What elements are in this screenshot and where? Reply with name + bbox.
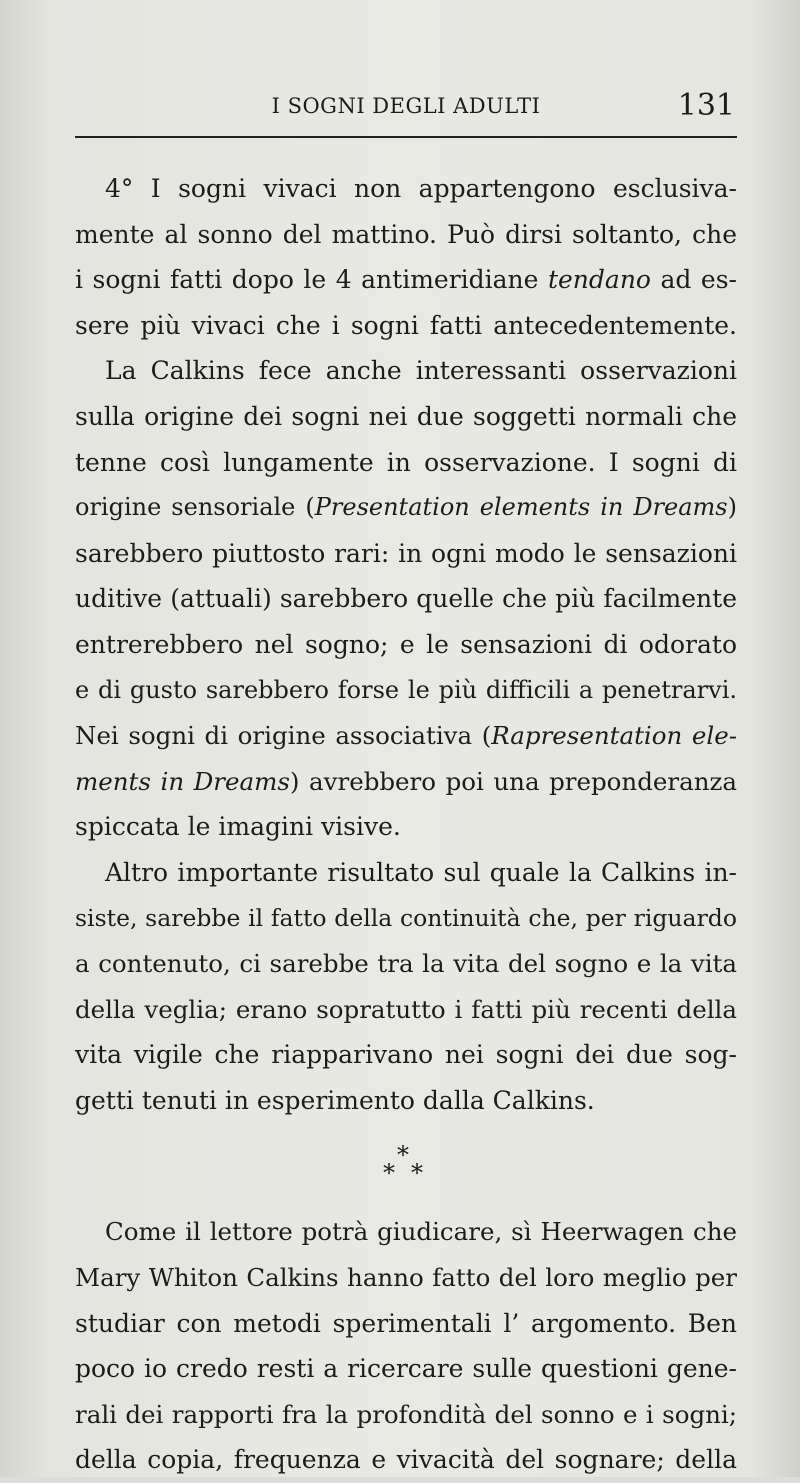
text-line xyxy=(75,257,737,303)
text-line: siste, sarebbe il fatto della continuità che, per riguardo xyxy=(75,903,737,932)
text-line: sulla origine dei sogni nei due soggetti normali che xyxy=(75,401,737,431)
text-run: Nei sogni di origine associativa ( xyxy=(75,721,492,751)
body-text xyxy=(75,166,737,1483)
asterism-star: * xyxy=(397,1141,409,1170)
page-number: 131 xyxy=(677,88,735,123)
text-line: della veglia; erano sopratutto i fatti più recenti della xyxy=(75,994,737,1024)
text-line: sere più vivaci che i sogni fatti antecedentemente. xyxy=(75,310,737,340)
text-line xyxy=(75,485,737,531)
text-line: rali dei rapporti fra la profondità del sonno e i sogni; xyxy=(75,1399,737,1429)
text-run: ) avrebbero poi una preponderanza xyxy=(289,766,738,796)
text-line xyxy=(75,713,737,759)
text-line: mente al sonno del mattino. Può dirsi soltanto, che xyxy=(75,219,737,249)
running-title: I SOGNI DEGLI ADULTI xyxy=(271,94,541,118)
text-line: 4° I sogni vivaci non appartengono esclusiva- xyxy=(105,174,737,203)
asterism-star: * xyxy=(411,1159,423,1188)
paragraph-2 xyxy=(75,348,737,850)
text-line: uditive (attuali) sarebbero quelle che più facilmente xyxy=(75,584,737,614)
running-head xyxy=(75,88,737,128)
text-line: sarebbero piuttosto rari: in ogni modo le sensazioni xyxy=(75,538,737,568)
text-line: vita vigile che riapparivano nei sogni dei due sog- xyxy=(75,1040,737,1070)
text-run: origine sensoriale ( xyxy=(75,493,315,522)
paragraph-4 xyxy=(75,1209,737,1483)
paragraph-3 xyxy=(75,850,737,1124)
italic-run: Presentation elements in Dreams xyxy=(314,493,728,522)
text-run: ) xyxy=(727,493,738,522)
text-line: getti tenuti in esperimento dalla Calkins. xyxy=(75,1085,595,1115)
text-line: e di gusto sarebbero forse le più difficili a penetrarvi. xyxy=(75,675,737,704)
text-line: a contenuto, ci sarebbe tra la vita del sogno e la vita xyxy=(75,949,737,979)
asterism-divider xyxy=(75,1131,737,1203)
italic-run: Rapresentation ele- xyxy=(491,721,737,751)
text-line: Altro importante risultato sul quale la Calkins in- xyxy=(105,857,737,887)
paragraph-1 xyxy=(75,166,737,348)
text-run: i sogni fatti dopo le 4 antimeridiane xyxy=(75,265,548,295)
header-rule xyxy=(75,136,737,138)
text-line: Mary Whiton Calkins hanno fatto del loro meglio per xyxy=(75,1263,737,1293)
italic-run: ments in Dreams xyxy=(75,766,290,796)
text-line: spiccata le imagini visive. xyxy=(75,812,401,842)
text-line: tenne così lungamente in osservazione. I sogni di xyxy=(75,447,737,477)
italic-run: tendano xyxy=(547,265,651,295)
text-run: ad es- xyxy=(650,265,738,295)
text-line: studiar con metodi sperimentali l’ argomento. Ben xyxy=(75,1308,737,1338)
text-line: entrerebbero nel sogno; e le sensazioni di odorato xyxy=(75,629,737,659)
text-line: Come il lettore potrà giudicare, sì Heerwagen che xyxy=(105,1217,737,1247)
asterism-star: * xyxy=(383,1159,395,1188)
text-line: della copia, frequenza e vivacità del sognare; della xyxy=(75,1445,737,1475)
text-line xyxy=(75,759,737,805)
text-line: poco io credo resti a ricercare sulle questioni gene- xyxy=(75,1354,737,1384)
text-line: La Calkins fece anche interessanti osservazioni xyxy=(105,356,737,386)
